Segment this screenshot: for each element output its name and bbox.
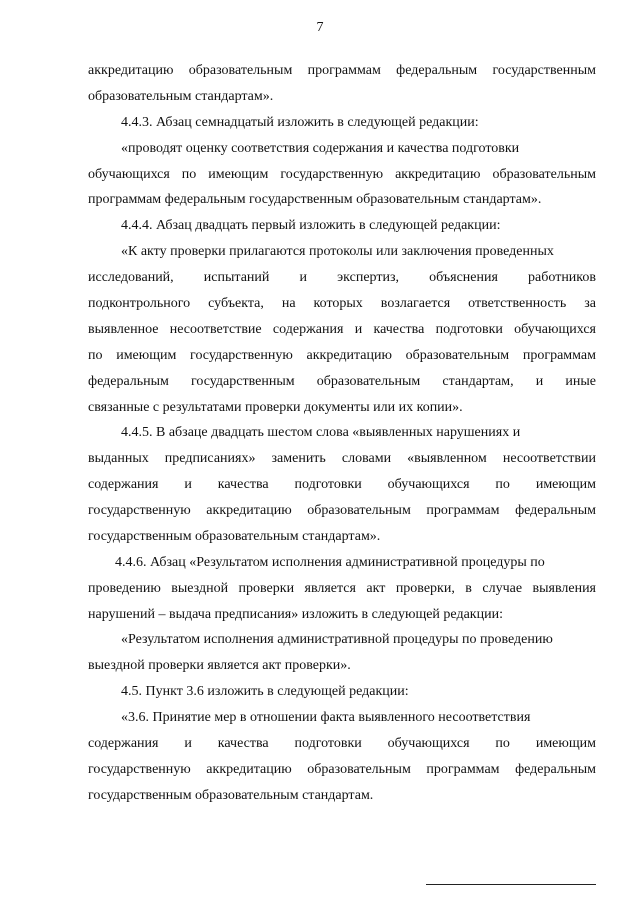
text-line: образовательным стандартам». (88, 89, 274, 104)
text-line: федеральным государственным образовательным стандартам, и иные (88, 374, 596, 389)
text-line: государственную аккредитацию образовательным программам федеральным (88, 762, 596, 777)
text-line: программам федеральным государственным образовательным стандартам». (88, 192, 542, 207)
page-number: 7 (316, 20, 324, 35)
paragraph-heading: 4.4.4. Абзац двадцать первый изложить в следующей редакции: (121, 218, 501, 233)
text-line: исследований, испытаний и экспертиз, объяснения работников (88, 270, 596, 285)
text-line: содержания и качества подготовки обучающихся по имеющим (88, 736, 596, 751)
paragraph-heading: 4.4.5. В абзаце двадцать шестом слова «выявленных нарушениях и (121, 425, 521, 440)
text-line: «проводят оценку соответствия содержания и качества подготовки (121, 141, 520, 156)
text-line: нарушений – выдача предписания» изложить в следующей редакции: (88, 607, 503, 622)
text-line: связанные с результатами проверки документы или их копии». (88, 400, 463, 415)
text-line: «Результатом исполнения административной процедуры по проведению (121, 632, 553, 647)
text-line: государственным образовательным стандартам». (88, 529, 381, 544)
text-line: выданных предписаниях» заменить словами «выявленном несоответствии (88, 451, 596, 466)
text-line: по имеющим государственную аккредитацию образовательным программам (88, 348, 596, 363)
text-line: государственным образовательным стандартам. (88, 788, 374, 803)
text-line: обучающихся по имеющим государственную аккредитацию образовательным (88, 167, 596, 182)
paragraph-heading: 4.5. Пункт 3.6 изложить в следующей редакции: (121, 684, 409, 699)
text-line: аккредитацию образовательным программам федеральным государственным (88, 63, 596, 78)
paragraph-heading: 4.4.3. Абзац семнадцатый изложить в следующей редакции: (121, 115, 479, 130)
text-line: государственную аккредитацию образовательным программам федеральным (88, 503, 596, 518)
footer-rule (426, 884, 596, 885)
paragraph-heading: 4.4.6. Абзац «Результатом исполнения административной процедуры по (115, 555, 545, 570)
text-line: подконтрольного субъекта, на которых возлагается ответственность за (88, 296, 596, 311)
text-line: «3.6. Принятие мер в отношении факта выявленного несоответствия (121, 710, 531, 725)
text-line: проведению выездной проверки является акт проверки, в случае выявления (88, 581, 596, 596)
text-line: «К акту проверки прилагаются протоколы или заключения проведенных (121, 244, 554, 259)
text-line: выездной проверки является акт проверки». (88, 658, 351, 673)
text-line: содержания и качества подготовки обучающихся по имеющим (88, 477, 596, 492)
text-line: выявленное несоответствие содержания и качества подготовки обучающихся (88, 322, 596, 337)
